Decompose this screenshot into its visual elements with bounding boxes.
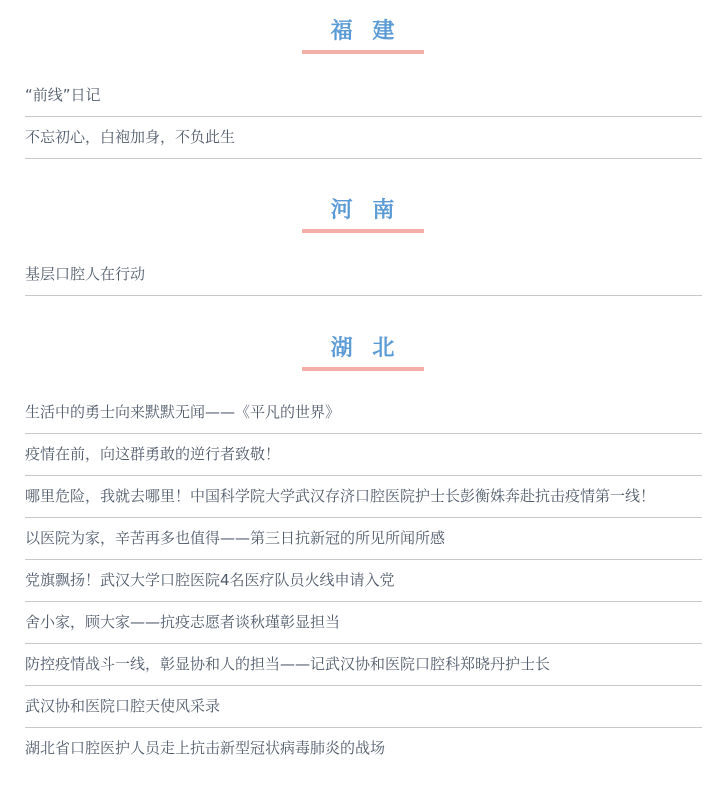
article-link[interactable]: 哪里危险，我就去哪里！中国科学院大学武汉存济口腔医院护士长彭衡姝奔赴抗击疫情第一线！ [25, 476, 702, 518]
section-title: 湖 北 [330, 336, 401, 361]
section-title: 福 建 [330, 19, 401, 44]
section-underline [302, 367, 424, 371]
article-list-henan [25, 254, 702, 296]
article-link[interactable]: “前线”日记 [25, 75, 702, 117]
section-underline [302, 50, 424, 54]
article-link[interactable]: 疫情在前，向这群勇敢的逆行者致敬！ [25, 434, 702, 476]
section-header-hubei [0, 334, 725, 374]
article-list-fujian [25, 75, 702, 159]
section-underline [302, 229, 424, 233]
article-link[interactable]: 湖北省口腔医护人员走上抗击新型冠状病毒肺炎的战场 [25, 739, 386, 757]
article-link[interactable]: 防控疫情战斗一线，彰显协和人的担当——记武汉协和医院口腔科郑晓丹护士长 [25, 644, 702, 686]
article-link[interactable]: 生活中的勇士向来默默无闻——《平凡的世界》 [25, 392, 702, 434]
article-link[interactable]: 以医院为家，辛苦再多也值得——第三日抗新冠的所见所闻所感 [25, 518, 702, 560]
article-list-hubei [25, 392, 702, 769]
article-link[interactable]: 不忘初心，白袍加身，不负此生 [25, 117, 702, 159]
section-header-fujian [0, 17, 725, 57]
article-link[interactable]: 武汉协和医院口腔天使风采录 [25, 686, 702, 728]
article-link[interactable]: 党旗飘扬！武汉大学口腔医院4名医疗队员火线申请入党 [25, 560, 702, 602]
article-link[interactable]: 舍小家，顾大家——抗疫志愿者谈秋瑾彰显担当 [25, 602, 702, 644]
section-header-henan [0, 196, 725, 236]
article-link[interactable]: 基层口腔人在行动 [25, 254, 702, 296]
section-title: 河 南 [330, 198, 401, 223]
